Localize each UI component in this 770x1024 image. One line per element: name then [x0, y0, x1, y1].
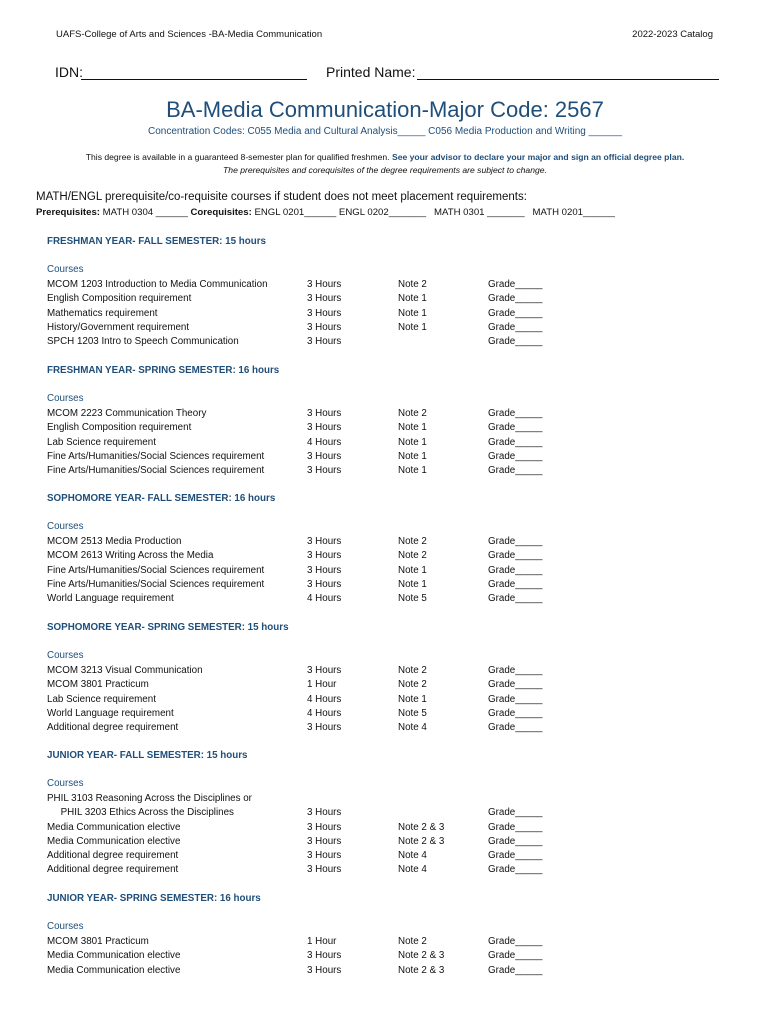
- course-note: Note 2 & 3: [398, 835, 445, 847]
- courses-heading: Courses: [47, 393, 84, 404]
- course-hours: 3 Hours: [307, 293, 342, 305]
- course-row: [47, 335, 727, 349]
- semester-title: JUNIOR YEAR- SPRING SEMESTER: 16 hours: [47, 893, 261, 904]
- idn-label: IDN:: [55, 64, 83, 80]
- courses-heading: Courses: [47, 264, 84, 275]
- course-name: Additional degree requirement: [47, 850, 179, 862]
- course-grade[interactable]: Grade_____: [488, 465, 543, 477]
- course-hours: 3 Hours: [307, 722, 342, 734]
- guarantee-statement: [0, 152, 770, 162]
- course-name: Additional degree requirement: [47, 864, 179, 876]
- page-title: BA-Media Communication-Major Code: 2567: [166, 97, 604, 122]
- course-grade[interactable]: Grade_____: [488, 950, 543, 962]
- courses-heading: Courses: [47, 778, 84, 789]
- course-hours: 3 Hours: [307, 465, 342, 477]
- course-hours: 1 Hour: [307, 936, 337, 947]
- printed-name-label: Printed Name:: [326, 64, 416, 80]
- course-grade[interactable]: Grade_____: [488, 578, 543, 590]
- course-hours: 3 Hours: [307, 964, 342, 976]
- course-grade[interactable]: Grade_____: [488, 279, 543, 290]
- course-name: World Language requirement: [47, 707, 174, 719]
- course-row: [47, 564, 727, 578]
- course-grade[interactable]: Grade_____: [488, 564, 543, 576]
- course-note: Note 1: [398, 321, 427, 333]
- course-name: SPCH 1203 Intro to Speech Communication: [47, 336, 239, 348]
- courses-heading: Courses: [47, 650, 84, 661]
- course-hours: 4 Hours: [307, 593, 342, 605]
- course-hours: 3 Hours: [307, 279, 342, 290]
- course-hours: 3 Hours: [307, 536, 342, 547]
- coreq-value: ENGL 0201______ ENGL 0202_______ MATH 0301 _______ MATH 0201______: [251, 207, 616, 218]
- course-name: Media Communication elective: [47, 835, 181, 847]
- course-hours: 3 Hours: [307, 550, 342, 562]
- course-row: [47, 693, 727, 707]
- course-row: [47, 549, 727, 563]
- course-hours: 3 Hours: [307, 864, 342, 876]
- course-note: Note 2: [398, 408, 427, 419]
- course-grade[interactable]: Grade_____: [488, 821, 543, 833]
- course-note: Note 5: [398, 593, 427, 605]
- header-catalog-year: 2022-2023 Catalog: [632, 29, 713, 40]
- idn-field[interactable]: [81, 79, 307, 80]
- course-hours: 3 Hours: [307, 450, 342, 462]
- course-note: Note 4: [398, 722, 427, 734]
- course-name: PHIL 3203 Ethics Across the Disciplines: [47, 807, 234, 819]
- course-name: MCOM 2223 Communication Theory: [47, 408, 207, 419]
- course-hours: 3 Hours: [307, 950, 342, 962]
- course-row: [47, 707, 727, 721]
- course-row: [47, 849, 727, 863]
- course-row: [47, 307, 727, 321]
- course-hours: 4 Hours: [307, 707, 342, 719]
- course-name: English Composition requirement: [47, 293, 192, 305]
- course-hours: 3 Hours: [307, 321, 342, 333]
- course-row: [47, 278, 727, 292]
- course-grade[interactable]: Grade_____: [488, 693, 543, 705]
- course-name: Lab Science requirement: [47, 693, 156, 705]
- course-row: [47, 436, 727, 450]
- header-school: UAFS-College of Arts and Sciences -BA-Media Communication: [56, 29, 323, 40]
- course-row: [47, 450, 727, 464]
- course-hours: 3 Hours: [307, 422, 342, 434]
- course-row: [47, 721, 727, 735]
- course-row: [47, 664, 727, 678]
- course-hours: 3 Hours: [307, 307, 342, 319]
- course-name: Fine Arts/Humanities/Social Sciences requirement: [47, 564, 265, 576]
- course-grade[interactable]: Grade_____: [488, 835, 543, 847]
- course-note: Note 1: [398, 307, 427, 319]
- course-note: Note 2: [398, 279, 427, 290]
- courses-heading: Courses: [47, 921, 84, 932]
- course-name: MCOM 1203 Introduction to Media Communication: [47, 279, 268, 290]
- semester-block: [47, 622, 727, 735]
- course-note: Note 2: [398, 550, 427, 562]
- prereq-value: MATH 0304 ______: [100, 207, 191, 218]
- course-grade[interactable]: Grade_____: [488, 550, 543, 562]
- semester-title: SOPHOMORE YEAR- FALL SEMESTER: 16 hours: [47, 493, 276, 504]
- course-row: [47, 292, 727, 306]
- semester-title: JUNIOR YEAR- FALL SEMESTER: 15 hours: [47, 750, 248, 761]
- course-grade[interactable]: Grade_____: [488, 679, 543, 691]
- course-name: Media Communication elective: [47, 821, 181, 833]
- course-row: [47, 578, 727, 592]
- course-row: [47, 863, 727, 877]
- course-name: History/Government requirement: [47, 321, 190, 333]
- concentration-codes: Concentration Codes: C055 Media and Cultural Analysis_____ C056 Media Production and Writing ______: [148, 126, 622, 137]
- course-note: Note 1: [398, 293, 427, 305]
- course-hours: 3 Hours: [307, 850, 342, 862]
- course-note: Note 5: [398, 707, 427, 719]
- prereq-label: Prerequisites:: [36, 207, 100, 218]
- course-name: MCOM 3801 Practicum: [47, 936, 149, 947]
- guarantee-text: This degree is available in a guaranteed 8-semester plan for qualified freshmen.: [85, 152, 392, 162]
- course-grade[interactable]: Grade_____: [488, 593, 543, 605]
- course-grade[interactable]: Grade_____: [488, 964, 543, 976]
- course-name: World Language requirement: [47, 593, 174, 605]
- course-note: Note 1: [398, 693, 427, 705]
- course-note: Note 1: [398, 578, 427, 590]
- course-grade[interactable]: Grade_____: [488, 307, 543, 319]
- course-name: Fine Arts/Humanities/Social Sciences requirement: [47, 578, 265, 590]
- course-grade[interactable]: Grade_____: [488, 408, 543, 419]
- semester-block: [47, 493, 727, 606]
- course-row: [47, 535, 727, 549]
- course-row: [47, 806, 727, 820]
- course-row: [47, 821, 727, 835]
- course-name: Lab Science requirement: [47, 436, 156, 448]
- course-hours: 1 Hour: [307, 679, 337, 691]
- semester-block: [47, 750, 727, 878]
- course-row: [47, 678, 727, 692]
- course-row: [47, 935, 727, 949]
- course-note: Note 4: [398, 864, 427, 876]
- course-grade[interactable]: Grade_____: [488, 722, 543, 734]
- course-note: Note 2: [398, 665, 427, 676]
- course-hours: 3 Hours: [307, 564, 342, 576]
- course-name: Fine Arts/Humanities/Social Sciences requirement: [47, 465, 265, 477]
- course-hours: 3 Hours: [307, 408, 342, 419]
- course-name: MCOM 3801 Practicum: [47, 679, 149, 691]
- course-hours: 3 Hours: [307, 665, 342, 676]
- semester-title: FRESHMAN YEAR- FALL SEMESTER: 15 hours: [47, 236, 267, 247]
- prerequisites-line: [36, 207, 615, 218]
- course-grade[interactable]: Grade_____: [488, 807, 543, 819]
- course-row: [47, 407, 727, 421]
- id-row: [55, 64, 720, 84]
- course-note: Note 2 & 3: [398, 821, 445, 833]
- course-grade[interactable]: Grade_____: [488, 422, 543, 434]
- courses-heading: Courses: [47, 521, 84, 532]
- course-hours: 4 Hours: [307, 436, 342, 448]
- course-grade[interactable]: Grade_____: [488, 850, 543, 862]
- semester-block: [47, 236, 727, 349]
- course-grade[interactable]: Grade_____: [488, 536, 543, 547]
- course-hours: 3 Hours: [307, 807, 342, 819]
- course-row: [47, 321, 727, 335]
- course-row: [47, 464, 727, 478]
- course-hours: 3 Hours: [307, 578, 342, 590]
- course-row: [47, 964, 727, 978]
- subject-to-change-note: The prerequisites and corequisites of the degree requirements are subject to change.: [223, 165, 547, 175]
- course-hours: 3 Hours: [307, 336, 342, 348]
- course-name: MCOM 3213 Visual Communication: [47, 665, 203, 676]
- course-grade[interactable]: Grade_____: [488, 864, 543, 876]
- semester-block: [47, 365, 727, 478]
- course-note: Note 1: [398, 564, 427, 576]
- course-row: [47, 592, 727, 606]
- course-row: [47, 949, 727, 963]
- course-note: Note 1: [398, 465, 427, 477]
- semester-title: SOPHOMORE YEAR- SPRING SEMESTER: 15 hours: [47, 622, 289, 633]
- advisor-notice: See your advisor to declare your major and sign an official degree plan.: [391, 152, 685, 162]
- course-hours: 3 Hours: [307, 821, 342, 833]
- course-hours: 3 Hours: [307, 835, 342, 847]
- course-name: Additional degree requirement: [47, 722, 179, 734]
- course-name: MCOM 2613 Writing Across the Media: [47, 550, 214, 562]
- course-row: [47, 835, 727, 849]
- coreq-label: Corequisites:: [190, 207, 252, 218]
- course-name: Media Communication elective: [47, 950, 181, 962]
- course-grade[interactable]: Grade_____: [488, 293, 543, 305]
- course-note: Note 1: [398, 450, 427, 462]
- course-grade[interactable]: Grade_____: [488, 707, 543, 719]
- course-note: Note 2: [398, 536, 427, 547]
- course-note: Note 2: [398, 679, 427, 691]
- course-name: MCOM 2513 Media Production: [47, 536, 182, 547]
- course-note: Note 2: [398, 936, 427, 947]
- course-row: [47, 792, 727, 806]
- course-grade[interactable]: Grade_____: [488, 936, 543, 947]
- course-grade[interactable]: Grade_____: [488, 321, 543, 333]
- course-name: English Composition requirement: [47, 422, 192, 434]
- course-name: Mathematics requirement: [47, 307, 158, 319]
- course-grade[interactable]: Grade_____: [488, 436, 543, 448]
- course-name: Media Communication elective: [47, 964, 181, 976]
- course-name: Fine Arts/Humanities/Social Sciences requirement: [47, 450, 265, 462]
- course-grade[interactable]: Grade_____: [488, 450, 543, 462]
- course-note: Note 1: [398, 422, 427, 434]
- math-engl-heading: MATH/ENGL prerequisite/co-requisite courses if student does not meet placement requirements:: [36, 191, 527, 203]
- semester-block: [47, 893, 727, 978]
- course-note: Note 2 & 3: [398, 950, 445, 962]
- printed-name-field[interactable]: [417, 79, 719, 80]
- course-grade[interactable]: Grade_____: [488, 665, 543, 676]
- course-name: PHIL 3103 Reasoning Across the Disciplines or: [47, 793, 252, 804]
- course-grade[interactable]: Grade_____: [488, 336, 543, 348]
- semester-title: FRESHMAN YEAR- SPRING SEMESTER: 16 hours: [47, 365, 280, 376]
- course-note: Note 1: [398, 436, 427, 448]
- course-hours: 4 Hours: [307, 693, 342, 705]
- course-row: [47, 421, 727, 435]
- course-note: Note 2 & 3: [398, 964, 445, 976]
- course-note: Note 4: [398, 850, 427, 862]
